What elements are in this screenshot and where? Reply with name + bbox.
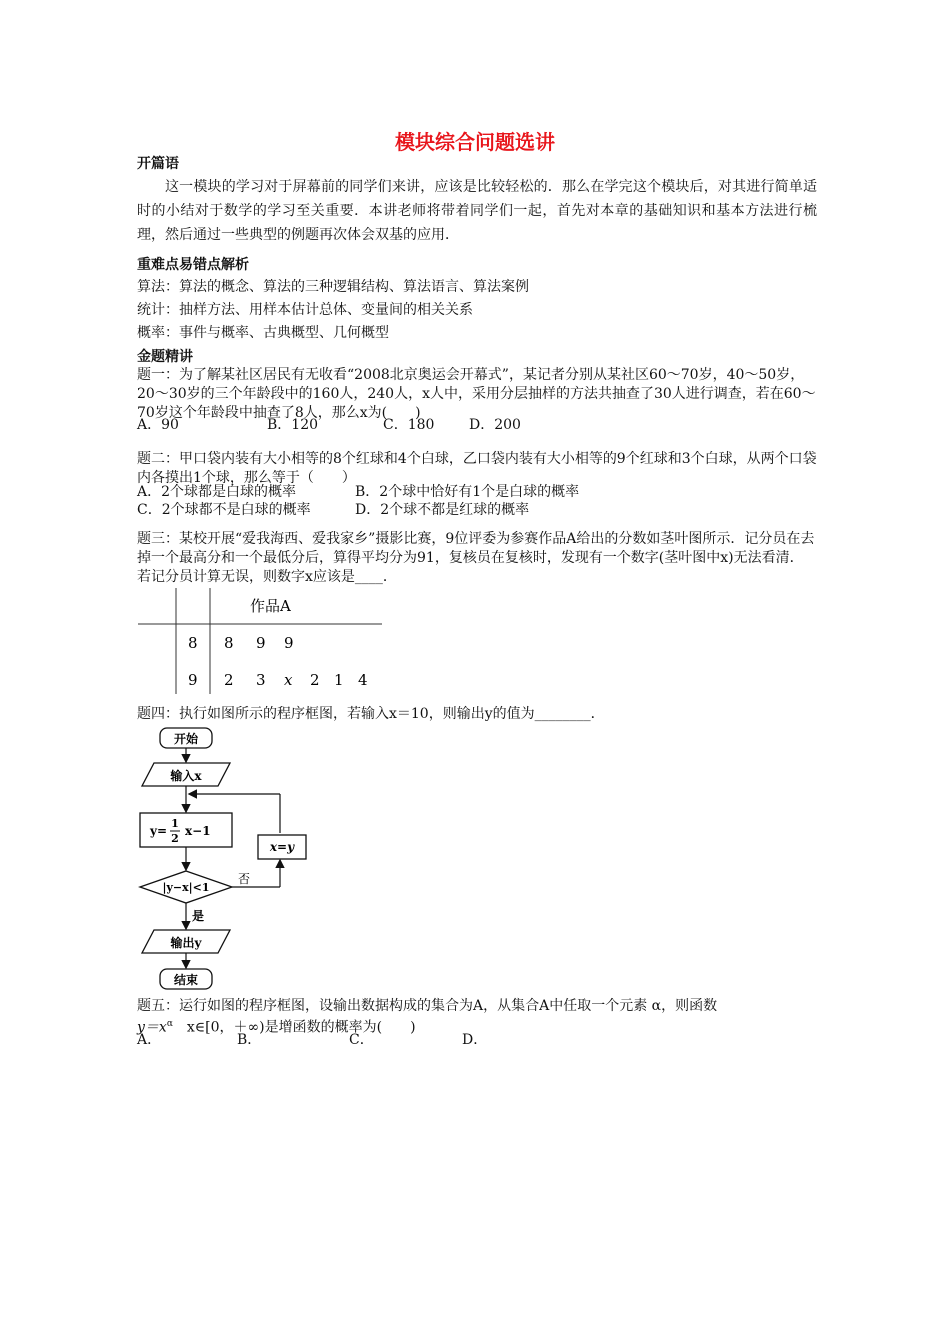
leaf-2-2: 3 <box>256 671 266 689</box>
key-point-probability: 概率：事件与概率、古典概型、几何概型 <box>137 325 389 341</box>
leaf-2-1: 2 <box>224 671 234 689</box>
page-title: 模块综合问题选讲 <box>395 130 555 154</box>
flow-frac-den: 2 <box>171 832 179 845</box>
question-1-text: 题一：为了解某社区居民有无收看“2008北京奥运会开幕式”，某记者分别从某社区60～70岁，40～50岁，20～30岁的三个年龄段中的160人，240人，x人中，采用分层抽样的方法共抽查了30人进行调查，若在60～70岁这个年龄段中抽查了8人，那么x为( ) <box>137 367 816 421</box>
question-5-option-b: B． <box>237 1032 262 1048</box>
flow-no-label: 否 <box>238 872 251 886</box>
question-1-option-c: C．180 <box>383 417 435 433</box>
question-3-text: 题三：某校开展“爱我海西、爱我家乡”摄影比赛，9位评委为参赛作品A给出的分数如茎叶图所示．记分员在去掉一个最高分和一个最低分后，算得平均分为91，复核员在复核时，发现有一个数字(茎叶图中x)无法看清．若记分员计算无误，则数字x应该是____． <box>137 531 815 585</box>
flow-update-label: x=y <box>269 840 295 854</box>
exercises-heading: 金题精讲 <box>137 349 193 365</box>
flow-condition-label: |y−x|<1 <box>162 881 210 894</box>
leaf-1-3: 9 <box>284 634 294 652</box>
stem-leaf-plot <box>130 586 390 696</box>
flow-frac-num: 1 <box>171 817 179 830</box>
key-point-statistics: 统计：抽样方法、用样本估计总体、变量间的相关关系 <box>137 302 473 318</box>
flow-start-label: 开始 <box>173 732 199 746</box>
leaf-1-2: 9 <box>256 634 266 652</box>
stem-leaf-header: 作品A <box>250 597 291 615</box>
question-2-option-a: A．2个球都是白球的概率 <box>137 484 297 500</box>
stem-row-1: 8 <box>188 634 198 652</box>
intro-heading: 开篇语 <box>137 156 179 172</box>
question-5-text-line1: 题五：运行如图的程序框图，设输出数据构成的集合为A，从集合A中任取一个元素 α，则函数 <box>137 998 718 1014</box>
flow-output-label: 输出y <box>170 936 202 950</box>
leaf-2-3: x <box>284 671 293 689</box>
stem-row-2: 9 <box>188 671 198 689</box>
question-2-option-d: D．2个球不都是红球的概率 <box>355 502 530 518</box>
question-5-text-line2 <box>137 1014 416 1038</box>
question-1-option-b: B．120 <box>267 417 319 433</box>
flow-input-label: 输入x <box>170 769 202 783</box>
key-point-algorithm: 算法：算法的概念、算法的三种逻辑结构、算法语言、算法案例 <box>137 279 529 295</box>
flowchart <box>130 723 330 993</box>
question-2-text: 题二：甲口袋内装有大小相等的8个红球和4个白球，乙口袋内装有大小相等的9个红球和3个白球，从两个口袋内各摸出1个球，那么等于（ ） <box>137 451 817 486</box>
question-2-option-c: C．2个球都不是白球的概率 <box>137 502 311 518</box>
question-5-option-c: C． <box>349 1032 374 1048</box>
question-1-option-d: D．200 <box>469 417 521 433</box>
flow-yes-label: 是 <box>192 909 205 923</box>
leaf-1-1: 8 <box>224 634 234 652</box>
question-5-exponent: α <box>166 1019 173 1029</box>
question-4-text: 题四：执行如图所示的程序框图，若输入x＝10，则输出y的值为________． <box>137 706 605 722</box>
leaf-2-6: 4 <box>358 671 368 689</box>
intro-paragraph: 这一模块的学习对于屏幕前的同学们来讲，应该是比较轻松的．那么在学完这个模块后，对其进行简单适时的小结对于数学的学习至关重要．本讲老师将带着同学们一起，首先对本章的基础知识和基本方法进行梳理，然后通过一些典型的例题再次体会双基的应用． <box>137 179 817 243</box>
flow-end-label: 结束 <box>173 973 199 987</box>
question-1-option-a: A．90 <box>137 417 179 433</box>
question-5-option-d: D． <box>462 1032 488 1048</box>
question-2-option-b: B．2个球中恰好有1个是白球的概率 <box>355 484 580 500</box>
question-5-function-rest: x∈[0，＋∞)是增函数的概率为( ) <box>172 1019 416 1036</box>
flow-assign-y: y= <box>150 824 168 838</box>
question-5-function: y＝x <box>137 1019 167 1036</box>
leaf-2-4: 2 <box>310 671 320 689</box>
key-points-heading: 重难点易错点解析 <box>137 257 249 273</box>
question-5-option-a: A． <box>137 1032 162 1048</box>
flow-assign-rest: x−1 <box>185 824 211 838</box>
leaf-2-5: 1 <box>334 671 344 689</box>
